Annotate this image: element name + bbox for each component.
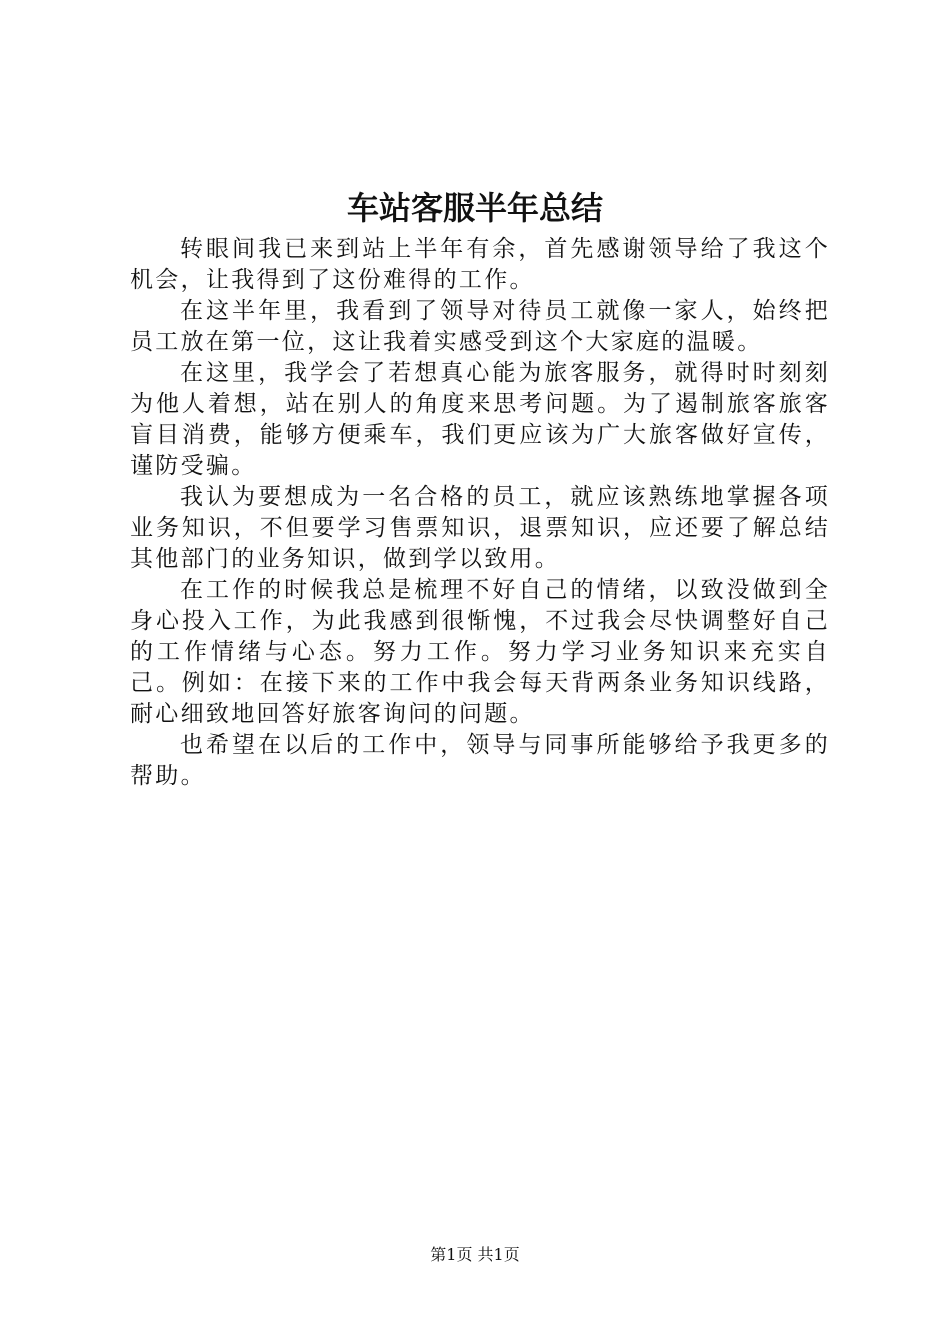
paragraph-5: 在工作的时候我总是梳理不好自己的情绪，以致没做到全身心投入工作，为此我感到很惭愧，不过我会尽快调整好自己的工作情绪与心态。努力工作。努力学习业务知识来充实自己。例如：在接下来的工作中我会每天背两条业务知识线路，耐心细致地回答好旅客询问的问题。 bbox=[130, 577, 830, 727]
page-footer bbox=[0, 1244, 950, 1266]
paragraph-3: 在这里，我学会了若想真心能为旅客服务，就得时时刻刻为他人着想，站在别人的角度来思考问题。为了遏制旅客旅客盲目消费，能够方便乘车，我们更应该为广大旅客做好宣传，谨防受骗。 bbox=[130, 360, 830, 479]
page-number-current: 第1页 bbox=[430, 1245, 473, 1264]
paragraph-4: 我认为要想成为一名合格的员工，就应该熟练地掌握各项业务知识，不但要学习售票知识，退票知识，应还要了解总结其他部门的业务知识，做到学以致用。 bbox=[130, 484, 830, 572]
document-body bbox=[130, 234, 830, 792]
document-title: 车站客服半年总结 bbox=[346, 189, 603, 227]
paragraph-1: 转眼间我已来到站上半年有余，首先感谢领导给了我这个机会，让我得到了这份难得的工作。 bbox=[130, 236, 830, 293]
paragraph-6: 也希望在以后的工作中，领导与同事所能够给予我更多的帮助。 bbox=[130, 732, 830, 789]
page-number-total: 共1页 bbox=[477, 1245, 520, 1264]
paragraph-2: 在这半年里，我看到了领导对待员工就像一家人，始终把员工放在第一位，这让我着实感受到这个大家庭的温暖。 bbox=[130, 298, 830, 355]
